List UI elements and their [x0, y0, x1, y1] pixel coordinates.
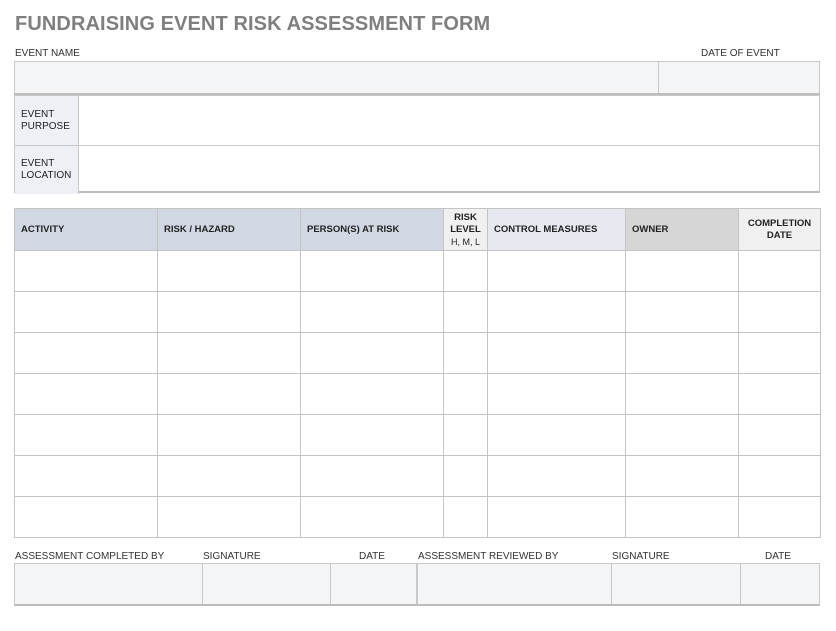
cell-risk-hazard[interactable]	[158, 251, 301, 292]
completed-by-label: ASSESSMENT COMPLETED BY	[15, 551, 165, 562]
cell-risk-hazard[interactable]	[158, 292, 301, 333]
cell-control-measures[interactable]	[488, 456, 626, 497]
cell-persons-at-risk[interactable]	[301, 374, 444, 415]
cell-risk-hazard[interactable]	[158, 333, 301, 374]
table-header-row	[15, 209, 821, 251]
cell-persons-at-risk[interactable]	[301, 333, 444, 374]
cell-persons-at-risk[interactable]	[301, 456, 444, 497]
table-row	[15, 374, 821, 415]
completed-by-row	[14, 563, 417, 606]
cell-completion-date[interactable]	[739, 415, 821, 456]
cell-risk-hazard[interactable]	[158, 415, 301, 456]
completed-date-field[interactable]	[331, 564, 416, 604]
table-row	[15, 292, 821, 333]
cell-control-measures[interactable]	[488, 374, 626, 415]
completed-by-field[interactable]	[15, 564, 203, 604]
col-persons-at-risk: PERSON(S) AT RISK	[301, 209, 444, 251]
cell-completion-date[interactable]	[739, 292, 821, 333]
event-location-field[interactable]	[79, 146, 819, 194]
cell-owner[interactable]	[626, 292, 739, 333]
col-activity: ACTIVITY	[15, 209, 158, 251]
cell-activity[interactable]	[15, 415, 158, 456]
cell-completion-date[interactable]	[739, 374, 821, 415]
cell-completion-date[interactable]	[739, 456, 821, 497]
cell-completion-date[interactable]	[739, 251, 821, 292]
cell-activity[interactable]	[15, 333, 158, 374]
cell-risk-level[interactable]	[444, 292, 488, 333]
event-name-label: EVENT NAME	[15, 48, 80, 59]
cell-persons-at-risk[interactable]	[301, 415, 444, 456]
cell-risk-level[interactable]	[444, 374, 488, 415]
cell-control-measures[interactable]	[488, 292, 626, 333]
cell-owner[interactable]	[626, 497, 739, 538]
cell-owner[interactable]	[626, 415, 739, 456]
cell-persons-at-risk[interactable]	[301, 251, 444, 292]
completed-signature-field[interactable]	[203, 564, 331, 604]
cell-activity[interactable]	[15, 374, 158, 415]
table-row	[15, 415, 821, 456]
event-purpose-field[interactable]	[79, 96, 819, 145]
event-purpose-row	[15, 96, 819, 145]
cell-activity[interactable]	[15, 251, 158, 292]
reviewed-signature-field[interactable]	[612, 564, 741, 604]
col-completion-date: COMPLETION DATE	[739, 209, 821, 251]
cell-risk-level[interactable]	[444, 456, 488, 497]
cell-risk-hazard[interactable]	[158, 456, 301, 497]
col-owner: OWNER	[626, 209, 739, 251]
cell-control-measures[interactable]	[488, 415, 626, 456]
event-name-field[interactable]	[15, 62, 659, 93]
date-label-2: DATE	[765, 551, 791, 562]
cell-activity[interactable]	[15, 497, 158, 538]
cell-owner[interactable]	[626, 374, 739, 415]
event-location-label: EVENT LOCATION	[15, 146, 79, 194]
risk-table-body	[15, 251, 821, 538]
cell-owner[interactable]	[626, 333, 739, 374]
table-row	[15, 333, 821, 374]
cell-completion-date[interactable]	[739, 333, 821, 374]
cell-owner[interactable]	[626, 456, 739, 497]
cell-risk-hazard[interactable]	[158, 374, 301, 415]
reviewed-date-field[interactable]	[741, 564, 819, 604]
reviewed-by-field[interactable]	[418, 564, 612, 604]
cell-risk-level[interactable]	[444, 415, 488, 456]
col-control-measures: CONTROL MEASURES	[488, 209, 626, 251]
cell-control-measures[interactable]	[488, 251, 626, 292]
col-risk-hazard: RISK / HAZARD	[158, 209, 301, 251]
cell-control-measures[interactable]	[488, 333, 626, 374]
reviewed-by-label: ASSESSMENT REVIEWED BY	[418, 551, 559, 562]
date-label-1: DATE	[359, 551, 385, 562]
col-risk-level-label: RISK LEVEL	[450, 211, 481, 235]
col-risk-level-sub: H, M, L	[450, 236, 480, 247]
form-title: FUNDRAISING EVENT RISK ASSESSMENT FORM	[15, 13, 491, 35]
event-purpose-label: EVENT PURPOSE	[15, 96, 79, 145]
cell-risk-hazard[interactable]	[158, 497, 301, 538]
table-row	[15, 456, 821, 497]
reviewed-by-row	[417, 563, 820, 606]
cell-risk-level[interactable]	[444, 333, 488, 374]
col-risk-level	[444, 209, 488, 251]
risk-assessment-table	[14, 208, 821, 538]
cell-risk-level[interactable]	[444, 251, 488, 292]
event-info-table	[14, 95, 820, 193]
signature-label-1: SIGNATURE	[203, 551, 261, 562]
table-row	[15, 251, 821, 292]
cell-completion-date[interactable]	[739, 497, 821, 538]
date-of-event-field[interactable]	[659, 62, 819, 93]
cell-activity[interactable]	[15, 292, 158, 333]
cell-persons-at-risk[interactable]	[301, 292, 444, 333]
cell-activity[interactable]	[15, 456, 158, 497]
date-of-event-label: DATE OF EVENT	[701, 48, 780, 59]
event-location-row	[15, 145, 819, 194]
cell-persons-at-risk[interactable]	[301, 497, 444, 538]
table-row	[15, 497, 821, 538]
cell-risk-level[interactable]	[444, 497, 488, 538]
cell-owner[interactable]	[626, 251, 739, 292]
cell-control-measures[interactable]	[488, 497, 626, 538]
event-header-row	[14, 61, 820, 95]
signature-label-2: SIGNATURE	[612, 551, 670, 562]
